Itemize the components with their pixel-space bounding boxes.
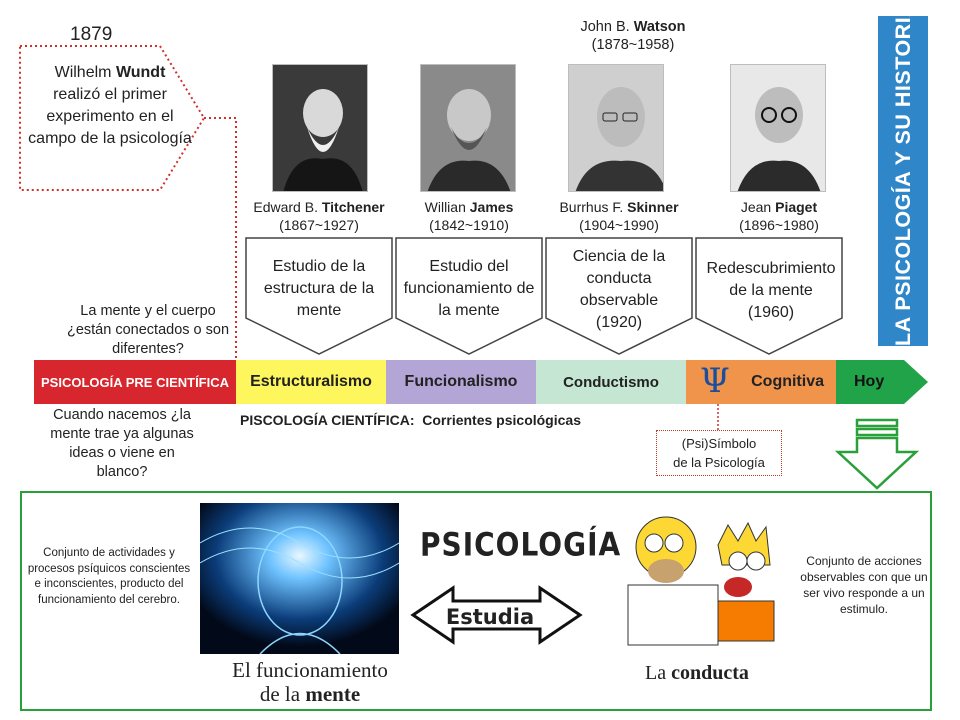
watson-years: (1878~1958) <box>591 37 675 53</box>
down-arrow-icon <box>838 420 916 488</box>
wundt-name-prefix: Wilhelm <box>54 64 116 81</box>
titchener-photo <box>273 65 368 192</box>
timeline-funcionalismo: Funcionalismo <box>386 360 536 404</box>
psi-note-line1: (Psi)Símbolo <box>681 436 757 451</box>
piaget-name-prefix: Jean <box>740 199 776 215</box>
titchener-years: (1867~1927) <box>279 217 359 233</box>
timeline-conductismo: Conductismo <box>536 360 686 404</box>
skinner-name: Skinner <box>627 199 679 215</box>
psi-note <box>656 430 782 476</box>
homer-bart-illustration <box>588 505 794 657</box>
piaget-photo <box>731 65 826 192</box>
estudia-label: Estudia <box>445 605 535 629</box>
card-james: Estudio del funcionamiento de la mente <box>403 258 535 319</box>
timeline-pre-cientifica: PSICOLOGÍA PRE CIENTÍFICA <box>34 360 236 404</box>
conducta-label-bold: conducta <box>671 662 749 684</box>
card-skinner-year: (1920) <box>595 314 643 331</box>
caption-james <box>384 198 554 234</box>
card-titchener: Estudio de la estructura de la mente <box>263 258 375 319</box>
portrait-james <box>420 64 516 192</box>
james-photo <box>421 65 516 192</box>
watson-name: Watson <box>633 19 686 35</box>
timeline-hoy: Hoy <box>854 373 885 390</box>
cientifica-label <box>240 412 581 428</box>
mente-label-line1: El funcionamiento <box>232 658 388 682</box>
card-piaget <box>698 258 844 324</box>
psi-symbol-icon: Ψ <box>700 361 730 401</box>
conducta-label-prefix: La <box>645 662 672 684</box>
mente-label-bold: mente <box>305 682 361 706</box>
brain-head-illustration <box>200 503 399 654</box>
definition-conducta: Conjunto de acciones observables con que un ser vivo responde a un estimulo. <box>800 554 928 616</box>
james-years: (1842~1910) <box>429 217 509 233</box>
conducta-label <box>612 662 782 685</box>
wundt-description: realizó el primer experimento en el campo de la psicología <box>28 86 192 147</box>
cientifica-label-rest: Corrientes psicológicas <box>422 412 581 428</box>
mente-label-line2: de la <box>259 682 306 706</box>
portrait-piaget <box>730 64 826 192</box>
cartoon-image <box>588 505 794 657</box>
titchener-name: Titchener <box>321 199 385 215</box>
piaget-name: Piaget <box>775 199 818 215</box>
mente-label <box>210 658 410 706</box>
caption-piaget <box>694 198 864 234</box>
skinner-years: (1904~1990) <box>579 217 659 233</box>
card-skinner <box>549 246 689 334</box>
wundt-name: Wundt <box>115 64 166 81</box>
watson-name-prefix: John B. <box>580 19 634 35</box>
year-1879: 1879 <box>70 24 113 45</box>
mind-image <box>200 503 399 654</box>
psi-note-line2: de la Psicología <box>673 455 765 470</box>
question-innate-ideas: Cuando nacemos ¿la mente trae ya algunas ideas o viene en blanco? <box>50 407 194 480</box>
titchener-name-prefix: Edward B. <box>253 199 322 215</box>
side-title: LA PSICOLOGÍA Y SU HISTORIA <box>891 0 915 346</box>
question-mind-body: La mente y el cuerpo ¿están conectados o son diferentes? <box>66 303 230 357</box>
timeline-cognitiva: Cognitiva <box>686 360 836 404</box>
cientifica-label-bold: PISCOLOGÍA CIENTÍFICA: <box>240 412 415 428</box>
definition-mente: Conjunto de actividades y procesos psíquicos conscientes e inconscientes, producto del funcionamiento del cerebro. <box>27 547 191 606</box>
watson-caption <box>548 18 718 54</box>
card-skinner-text: Ciencia de la conducta observable <box>572 248 666 309</box>
card-piaget-year: (1960) <box>747 304 795 321</box>
psicologia-title: PSICOLOGÍA <box>420 525 622 564</box>
timeline-estructuralismo: Estructuralismo <box>236 360 386 404</box>
skinner-name-prefix: Burrhus F. <box>559 199 628 215</box>
skinner-photo <box>569 65 664 192</box>
portrait-titchener <box>272 64 368 192</box>
portrait-skinner <box>568 64 664 192</box>
card-piaget-text: Redescubrimiento de la mente <box>706 260 836 299</box>
caption-titchener <box>234 198 404 234</box>
piaget-years: (1896~1980) <box>739 217 819 233</box>
james-name-prefix: Willian <box>424 199 470 215</box>
caption-skinner <box>534 198 704 234</box>
james-name: James <box>469 199 514 215</box>
wundt-callout-text <box>26 62 194 150</box>
